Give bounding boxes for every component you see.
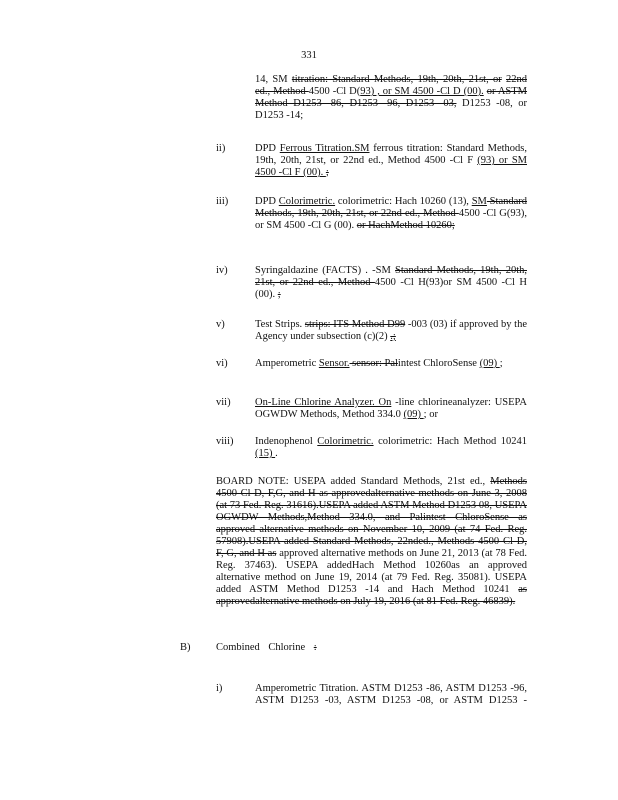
deleted-text: Methods 4500 Cl D, F,G, and H as approvedalternative methods on June 3, 2008 (at 73 Fed. Reg. 31616).USEPA added ASTM Method D1253 08, USEPA OGWDW Methods,Method 334.0, and Palintest ChloroSense as approved alternative methods on November 10, 2009 (at 74 Fed. Reg. 57908).USEPA added Standard Methods, 22nded., Methods 4500 Cl D, F, G, and H as [216, 476, 527, 559]
deleted-text: .; [390, 331, 396, 342]
item-number: vi) [216, 358, 228, 369]
deleted-text: or HachMethod 10260; [356, 220, 455, 231]
item-number: v) [216, 319, 225, 330]
inserted-text: (93) or SM 4500 -Cl F (00). [255, 155, 527, 178]
plain-text: . [275, 448, 278, 459]
item-number: viii) [216, 436, 234, 447]
deleted-text: or ASTM Method D1253 -86, D1253 -96, D1253 -03, [255, 86, 528, 109]
plain-text: colorimetric: Hach 10260 (13), [335, 196, 472, 207]
plain-text: Syringaldazine (FACTS) . -SM [255, 265, 396, 276]
inserted-text: (15) [255, 448, 276, 459]
list-item [255, 196, 527, 232]
plain-text: ferrous titration: Standard Methods, 19th, 20th, 21st, or 22nd ed., Method 4500 -Cl F [255, 143, 527, 166]
list-item [255, 319, 527, 343]
plain-text: 4500 -Cl D( [308, 86, 361, 97]
deleted-text: ; [277, 289, 281, 300]
plain-text: DPD [255, 143, 280, 154]
plain-text: ; [499, 358, 503, 369]
plain-text: 14, SM [255, 74, 292, 85]
list-item [255, 436, 527, 460]
inserted-text: Colorimetric. [317, 436, 374, 447]
inserted-text: Sensor. [318, 358, 350, 369]
inserted-text: 93) , or SM 4500 -Cl D (00). [360, 86, 484, 97]
inserted-text: Ferrous Titration.SM [279, 143, 370, 154]
deleted-text: as approvedalternative methods on July 19, 2016 (at 81 Fed. Reg. 46839). [216, 584, 527, 607]
section-number: B) [180, 642, 191, 653]
deleted-text: titration: Standard Methods, 19th, 20th, 21st, or [291, 74, 502, 85]
item-number: iv) [216, 265, 228, 276]
plain-text: -003 (03) if approved by the Agency under subsection (c)(2) [255, 319, 527, 342]
plain-text: colorimetric: Hach Method 10241 [373, 436, 527, 447]
plain-text: BOARD NOTE: USEPA added Standard Methods, 21st ed., [216, 476, 491, 487]
plain-text: Amperometric Titration. ASTM D1253 -86, ASTM D1253 -96, ASTM D1253 -03, ASTM D1253 -08, or ASTM D1253 - [255, 683, 527, 706]
deleted-text: : [313, 642, 317, 653]
deleted-text: ; [325, 167, 329, 178]
section-heading [216, 642, 516, 654]
inserted-text: SM [471, 196, 487, 207]
item-number: ii) [216, 143, 226, 154]
deleted-text: sensor: Pal [349, 358, 398, 369]
page-number: 331 [301, 50, 317, 61]
deleted-text: Standard Methods, 19th, 20th, 21st, or 22nd ed., Method [255, 265, 527, 288]
plain-text: approved alternative methods on June 21, 2013 (at 78 Fed. Reg. 37463). USEPA addedHach Method 10260as an approved alternative method on June 19, 2014 (at 79 Fed. Reg. 35081). USEPA added ASTM Method D1253 -14 and Hach Method 10241 [216, 548, 527, 595]
plain-text: intest ChloroSense [397, 358, 480, 369]
inserted-text: On-Line Chlorine Analyzer. On [255, 397, 392, 408]
deleted-text: Standard Methods, 19th, 20th, 21st, or 22nd ed., Method [255, 196, 528, 219]
board-note [216, 476, 527, 608]
list-item [255, 358, 527, 370]
list-item [255, 683, 527, 707]
plain-text: -line chlorineanalyzer: USEPA OGWDW Methods, Method 334.0 [255, 397, 527, 420]
plain-text: Indenophenol [255, 436, 318, 447]
inserted-text: (09) [479, 358, 500, 369]
list-item [255, 265, 527, 301]
plain-text: 4500 -Cl H(93)or SM 4500 -Cl H (00). [255, 277, 527, 300]
item-number: i) [216, 683, 223, 694]
continued-method-text [255, 74, 527, 122]
plain-text: DPD [255, 196, 279, 207]
plain-text: ; or [423, 409, 438, 420]
inserted-text: (09) [403, 409, 424, 420]
item-number: vii) [216, 397, 231, 408]
plain-text: Test Strips. [255, 319, 305, 330]
plain-text: D1253 -08, or D1253 -14; [255, 98, 528, 121]
plain-text: Combined Chlorine [216, 642, 314, 653]
plain-text: Amperometric [255, 358, 319, 369]
inserted-text: Colorimetric. [278, 196, 336, 207]
deleted-text: strips: ITS Method D99 [304, 319, 406, 330]
list-item [255, 397, 527, 421]
plain-text: 4500 -Cl G(93), or SM 4500 -Cl G (00). [255, 208, 527, 231]
list-item [255, 143, 527, 179]
deleted-text: 22nd ed., Method [255, 74, 527, 97]
item-number: iii) [216, 196, 229, 207]
